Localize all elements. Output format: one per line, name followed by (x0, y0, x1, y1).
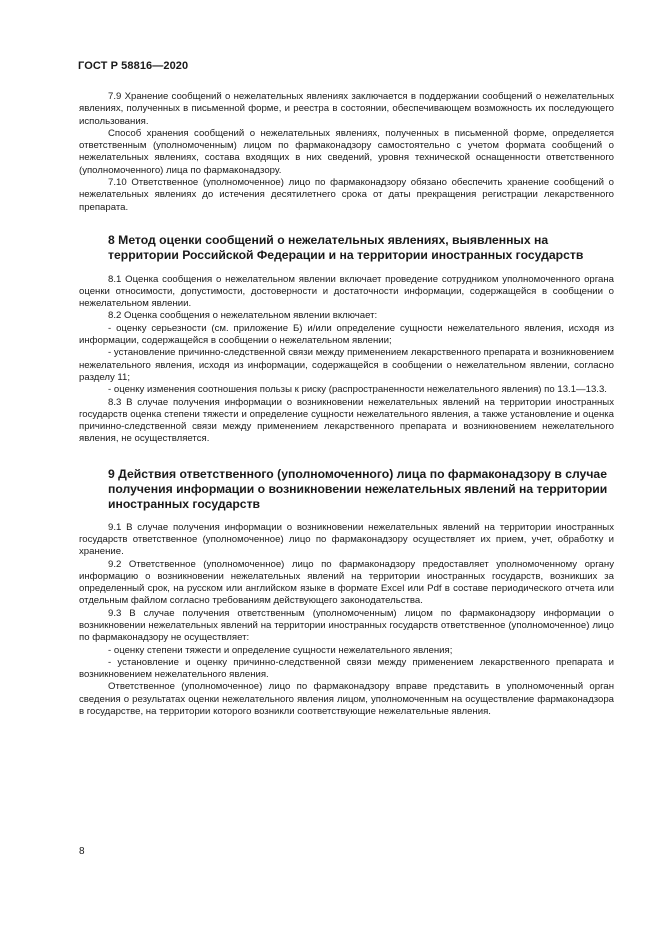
page-body (79, 91, 614, 718)
page-number: 8 (79, 846, 85, 857)
section-9-heading: 9 Действия ответственного (уполномоченного) лица по фармаконадзору в случае получения информации о возникновении нежелательных явлений на территории иностранных государств (108, 466, 608, 512)
list-item: - установление и оценку причинно-следственной связи между применением лекарственного препарата и возникновением нежелательного явления. (79, 656, 614, 681)
paragraph-9-3: 9.3 В случае получения ответственным (уполномоченным) лицом по фармаконадзору информации о возникновении нежелательных явлений на территории иностранных государств ответственное (уполномоченное) лицо по фармаконадзору не осуществляет: (79, 607, 614, 644)
section-8-heading: 8 Метод оценки сообщений о нежелательных явлениях, выявленных на территории Российской Федерации и на территории иностранных государств (108, 232, 584, 263)
document-header: ГОСТ Р 58816—2020 (78, 60, 189, 72)
paragraph-8-3: 8.3 В случае получения информации о возникновении нежелательных явлений на территории иностранных государств оценка степени тяжести и определение сущности нежелательного явления, а также установление и оценка причинно-следственной связи между применением лекарственного препарата и возникновением нежелательного явления, не осуществляется. (79, 396, 614, 445)
paragraph-9-1: 9.1 В случае получения информации о возникновении нежелательных явлений на территории иностранных государств ответственное (уполномоченное) лицо по фармаконадзору осуществляет их прием, учет, обработку и хранение. (79, 521, 614, 558)
paragraph-7-10: 7.10 Ответственное (уполномоченное) лицо по фармаконадзору обязано обеспечить хранение сообщений о нежелательных явлениях до истечения десятилетнего срока от даты прекращения регистрации лекарственного препарата. (79, 177, 614, 213)
paragraph-9-2: 9.2 Ответственное (уполномоченное) лицо по фармаконадзору предоставляет уполномоченному органу информацию о возникновении нежелательных явлений на территории иностранных государств, возникших за определенный срок, на русском или английском языке в формате Excel или Pdf в составе периодического отчета или отдельным файлом согласно требованиям действующего законодательства. (79, 558, 614, 607)
paragraph-8-2: 8.2 Оценка сообщения о нежелательном явлении включает: (108, 310, 378, 322)
paragraph-7-9: 7.9 Хранение сообщений о нежелательных явлениях заключается в поддержании сообщений о нежелательных явлениях, полученных в письменной форме, и реестра в состоянии, обеспечивающем возможность их последующего использования. (79, 91, 614, 127)
paragraph-storage-method: Способ хранения сообщений о нежелательных явлениях, полученных в письменной форме, определяется ответственным (уполномоченным) лицом по фармаконадзору самостоятельно с учетом формата сообщений о нежелательных явлениях, состава входящих в них сведений, уровня технической оснащенности ответственного (уполномоченного) лица по фармаконадзору. (79, 127, 614, 176)
list-item: - установление причинно-следственной связи между применением лекарственного препарата и возникновением нежелательного явления, исходя из информации, содержащейся в сообщении о нежелательном явлении, согласно разделу 11; (79, 347, 614, 383)
list-item: - оценку степени тяжести и определение сущности нежелательного явления; (108, 644, 453, 656)
paragraph-8-1: 8.1 Оценка сообщения о нежелательном явлении включает проведение сотрудником уполномоченного органа оценки относимости, допустимости, достоверности и достаточности информации, содержащейся в сообщении о нежелательном явлении. (79, 273, 614, 310)
list-item: - оценку серьезности (см. приложение Б) и/или определение сущности нежелательного явления, исходя из информации, содержащейся в сообщении о нежелательном явлении; (79, 322, 614, 347)
paragraph-9-final: Ответственное (уполномоченное) лицо по фармаконадзору вправе представить в уполномоченный орган сведения о результатах оценки нежелательного явления лицом, уполномоченным на осуществление фармаконадзора в государстве, на территории которого возникли соответствующие нежелательные явления. (79, 681, 614, 718)
list-item: - оценку изменения соотношения пользы к риску (распространенности нежелательного явления) по 13.1—13.3. (108, 384, 607, 396)
